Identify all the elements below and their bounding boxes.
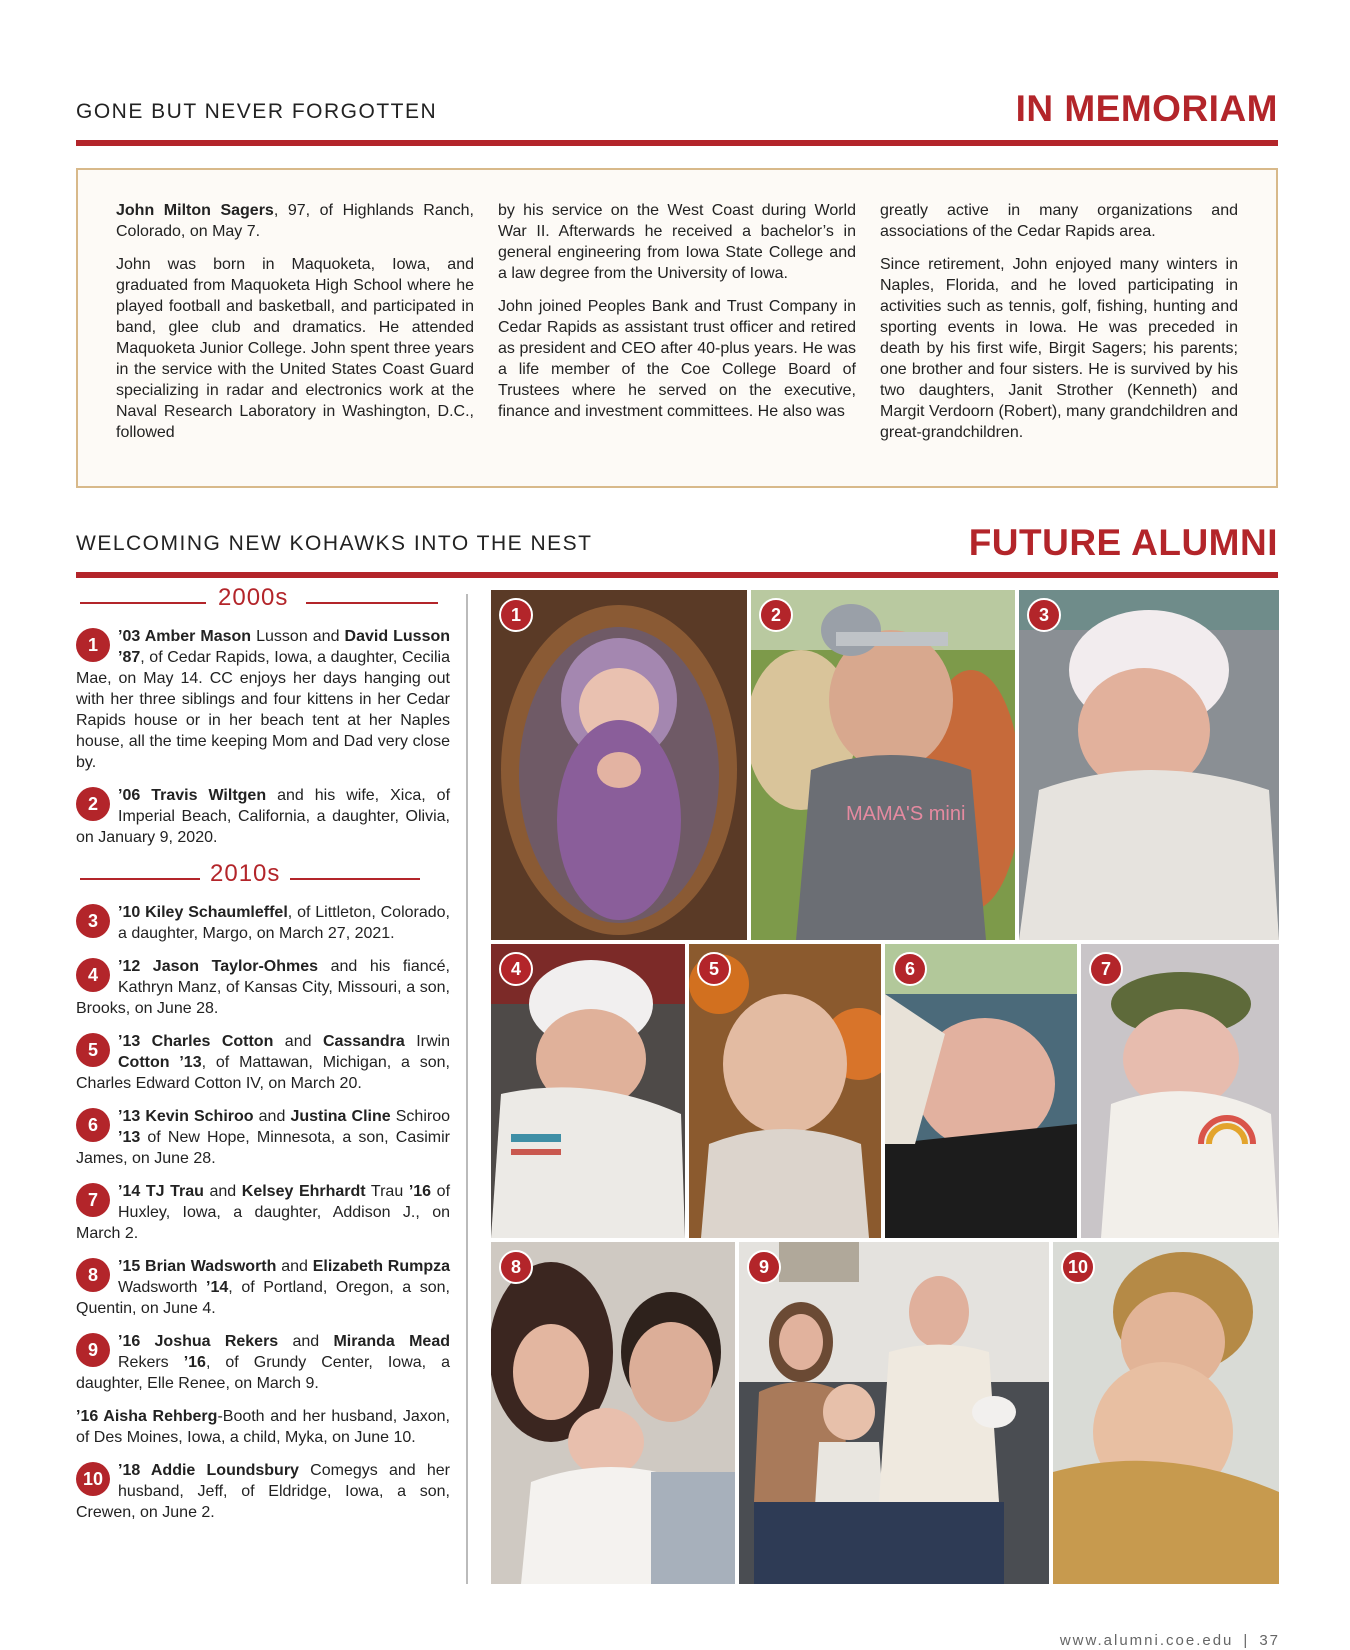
baby-photo-6 (885, 944, 1077, 1238)
birth-entry: 1 ’03 Amber Mason Lusson and David Lusson ’87, of Cedar Rapids, Iowa, a daughter, Cecilia Mae, on May 14. CC enjoys her days hanging out with her three siblings and four kittens in her Cedar Rapids house or in her beach tent at her Naples house, all the time keeping Mom and Dad very close by. (76, 628, 451, 771)
birth-entry: 6 ’13 Kevin Schiroo and Justina Cline Schiroo ’13 of New Hope, Minnesota, a son, Casimir James, on June 28. (76, 1108, 451, 1167)
baby-photo-3 (1019, 590, 1279, 940)
baby-photo-10 (1053, 1242, 1279, 1584)
column-divider (466, 594, 468, 1584)
obituary-paragraph: by his service on the West Coast during World War II. Afterwards he received a bachelor’s in general engineering from Iowa State College and a law degree from the University of Iowa. (498, 202, 856, 282)
entry-number-badge: 1 (76, 628, 110, 662)
baby-photo-grid (491, 590, 1279, 1584)
baby-photo-8 (491, 1242, 735, 1584)
birth-entry: 9 ’16 Joshua Rekers and Miranda Mead Rekers ’16, of Grundy Center, Iowa, a daughter, Elle Renee, on March 9. (76, 1333, 451, 1392)
obituary-paragraph: Since retirement, John enjoyed many winters in Naples, Florida, and he loved participating in activities such as tennis, golf, fishing, hunting and sporting events in Iowa. He was preceded in death by his first wife, Birgit Sagers; his parents; one brother and four sisters. He is survived by his two daughters, Janit Strother (Kenneth) and Margit Verdoorn (Robert), many grandchildren and great-grandchildren. (880, 256, 1238, 441)
photo-number-badge: 9 (747, 1250, 781, 1284)
birth-entry: 2 ’06 Travis Wiltgen and his wife, Xica, of Imperial Beach, California, a daughter, Olivia, on January 9, 2020. (76, 787, 451, 846)
photo-number-badge: 8 (499, 1250, 533, 1284)
baby-photo-2 (751, 590, 1015, 940)
obituary-name: John Milton Sagers (116, 202, 274, 219)
entry-number-badge: 7 (76, 1183, 110, 1217)
birth-entry: 4 ’12 Jason Taylor-Ohmes and his fiancé, Kathryn Manz, of Kansas City, Missouri, a son, Brooks, on June 28. (76, 958, 450, 1017)
memoriam-kicker: GONE BUT NEVER FORGOTTEN (76, 100, 438, 123)
obituary-paragraph: greatly active in many organizations and associations of the Cedar Rapids area. (880, 202, 1238, 240)
memoriam-header (76, 88, 1278, 148)
photo-number-badge: 6 (893, 952, 927, 986)
birth-entry: ’16 Aisha Rehberg-Booth and her husband, Jaxon, of Des Moines, Iowa, a child, Myka, on June 10. (76, 1408, 450, 1446)
obituary-column-3 (880, 200, 1238, 486)
photo-number-badge: 7 (1089, 952, 1123, 986)
baby-photo-1 (491, 590, 747, 940)
photo-number-badge: 10 (1061, 1250, 1095, 1284)
obituary-intro: John Milton Sagers, 97, of Highlands Ranch, Colorado, on May 7. (116, 202, 474, 240)
decade-label: 2000s (218, 584, 289, 611)
obituary-box (76, 168, 1278, 488)
photo-number-badge: 2 (759, 598, 793, 632)
alumni-rule (76, 572, 1278, 578)
photo-number-badge: 1 (499, 598, 533, 632)
baby-photo-9 (739, 1242, 1049, 1584)
birth-entry: 5 ’13 Charles Cotton and Cassandra Irwin Cotton ’13, of Mattawan, Michigan, a son, Charles Edward Cotton IV, on March 20. (76, 1033, 451, 1092)
memoriam-rule (76, 140, 1278, 146)
footer-url: www.alumni.coe.edu (1059, 1632, 1234, 1649)
birth-entry: 7 ’14 TJ Trau and Kelsey Ehrhardt Trau ’16 of Huxley, Iowa, a daughter, Addison J., on March 2. (76, 1183, 451, 1242)
entry-number-badge: 10 (76, 1462, 110, 1496)
birth-announcements (76, 584, 450, 1535)
birth-entry: 3 ’10 Kiley Schaumleffel, of Littleton, Colorado, a daughter, Margo, on March 27, 2021. (76, 902, 450, 944)
page-footer (1060, 1632, 1280, 1649)
obituary-column-1 (116, 200, 474, 486)
decade-rule (290, 878, 420, 880)
decade-heading-2000s (76, 584, 450, 618)
photo-number-badge: 3 (1027, 598, 1061, 632)
decade-rule (80, 602, 206, 604)
obituary-column-2 (498, 200, 856, 486)
footer-separator: | (1243, 1632, 1250, 1649)
decade-heading-2010s (76, 860, 450, 894)
entry-number-badge: 5 (76, 1033, 110, 1067)
photo-number-badge: 4 (499, 952, 533, 986)
alumni-kicker: WELCOMING NEW KOHAWKS INTO THE NEST (76, 532, 593, 555)
birth-entry: 8 ’15 Brian Wadsworth and Elizabeth Rumpza Wadsworth ’14, of Portland, Oregon, a son, Quentin, on June 4. (76, 1258, 451, 1317)
page-number: 37 (1259, 1632, 1280, 1649)
birth-entry: 10 ’18 Addie Loundsbury Comegys and her husband, Jeff, of Eldridge, Iowa, a son, Crewen, on June 2. (76, 1462, 451, 1521)
baby-photo-4 (491, 944, 685, 1238)
obituary-paragraph: John was born in Maquoketa, Iowa, and graduated from Maquoketa High School where he played football and basketball, and participated in band, glee club and dramatics. He attended Maquoketa Junior College. John spent three years in the service with the United States Coast Guard specializing in radar and electronics work at the Naval Research Laboratory in Washington, D.C., followed (116, 256, 474, 441)
baby-photo-5 (689, 944, 881, 1238)
entry-number-badge: 3 (76, 904, 110, 938)
onesie-print: MAMA'S mini (846, 803, 966, 825)
decade-rule (306, 602, 438, 604)
alumni-title: FUTURE ALUMNI (968, 522, 1278, 563)
obituary-paragraph: John joined Peoples Bank and Trust Company in Cedar Rapids as assistant trust officer and retired as president and CEO after 40-plus years. He was a life member of the Coe College Board of Trustees where he served on the executive, finance and investment committees. He also was (498, 298, 856, 420)
entry-number-badge: 9 (76, 1333, 110, 1367)
entry-number-badge: 6 (76, 1108, 110, 1142)
entry-number-badge: 2 (76, 787, 110, 821)
baby-photo-7 (1081, 944, 1279, 1238)
entry-number-badge: 8 (76, 1258, 110, 1292)
entry-number-badge: 4 (76, 958, 110, 992)
decade-label: 2010s (210, 860, 281, 887)
memoriam-title: IN MEMORIAM (1015, 88, 1278, 129)
alumni-header (76, 520, 1278, 580)
photo-number-badge: 5 (697, 952, 731, 986)
decade-rule (80, 878, 200, 880)
